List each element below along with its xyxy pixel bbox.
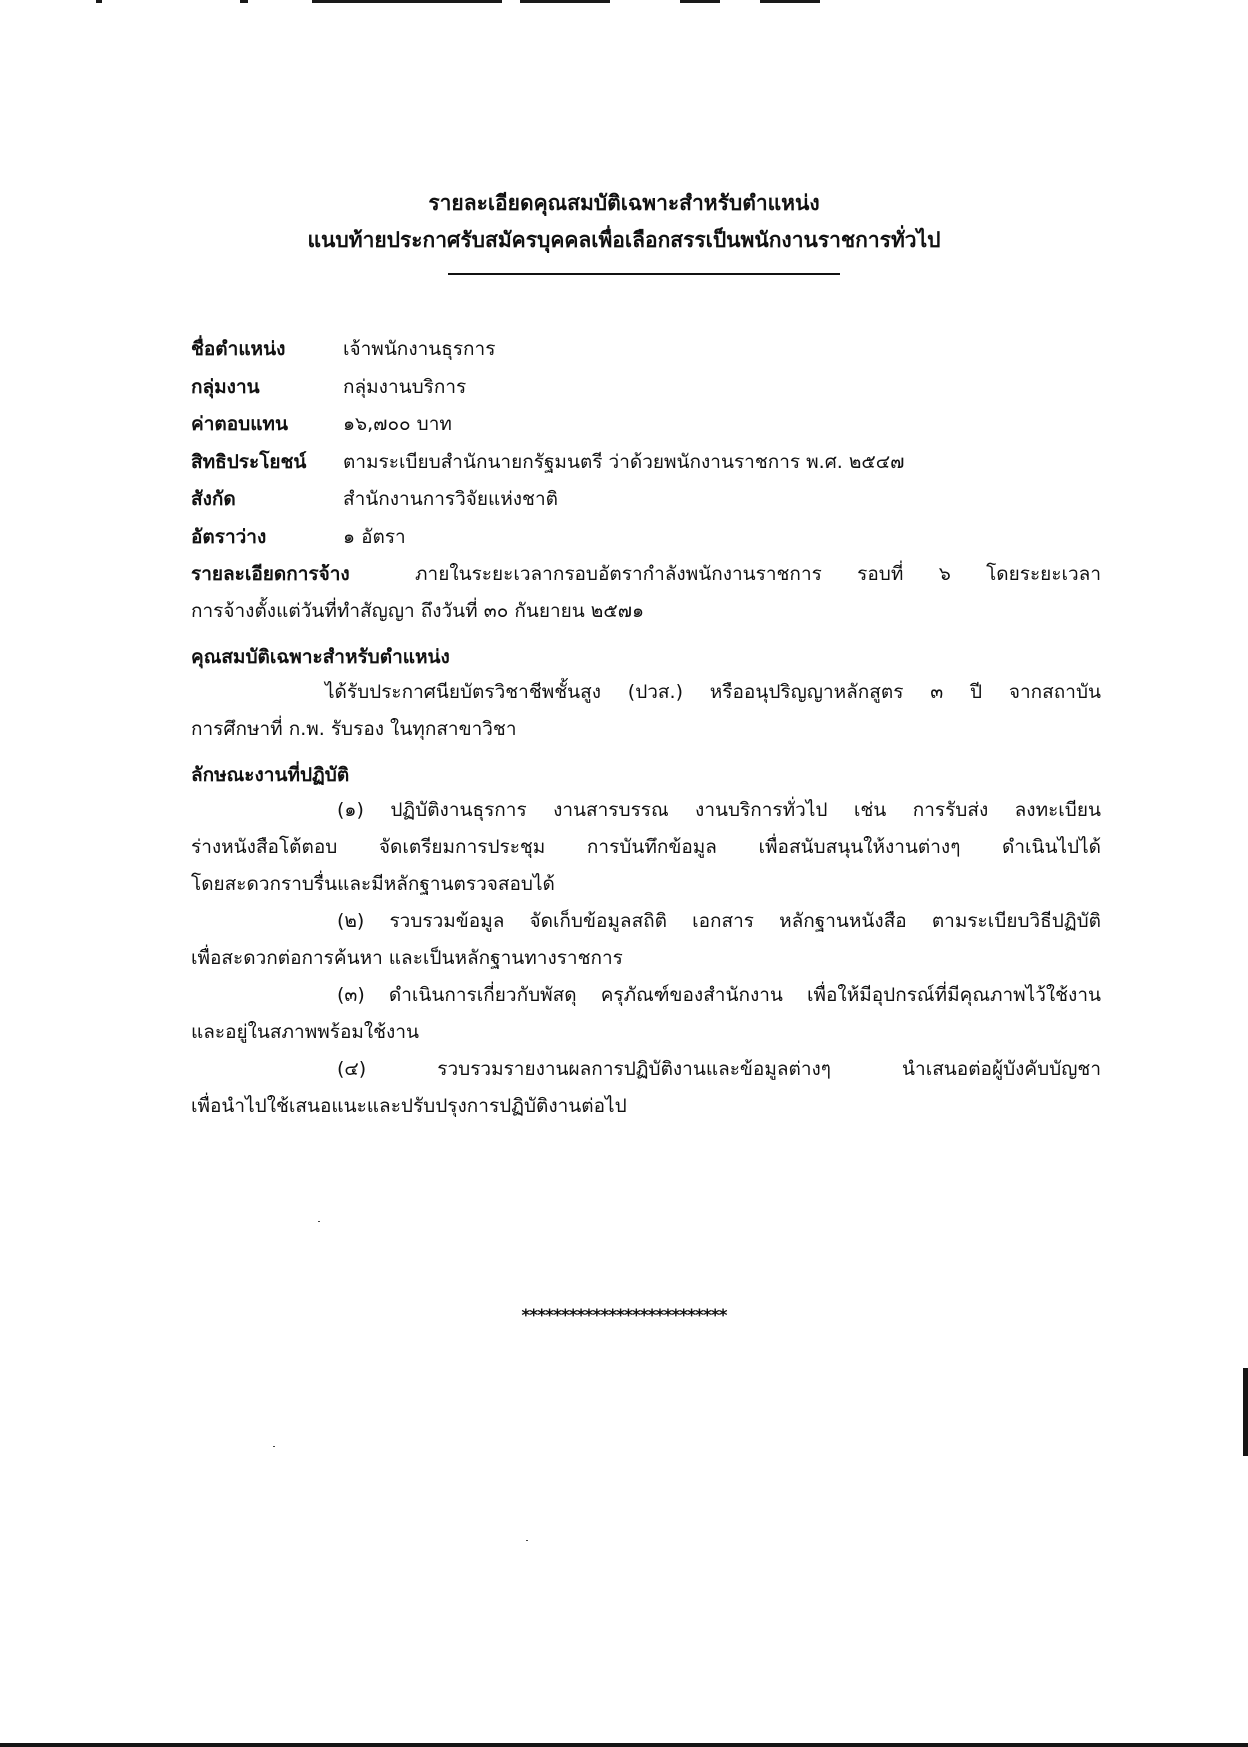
qualification-line-2: การศึกษาที่ ก.พ. รับรอง ในทุกสาขาวิชา [191, 718, 517, 740]
scan-speck [318, 1221, 320, 1222]
scan-artifact-right [1243, 1368, 1248, 1456]
duty-item-3 [191, 980, 1101, 1054]
duty-line: (๑) ปฏิบัติงานธุรการ งานสารบรรณ งานบริการทั่วไป เช่น การรับส่ง ลงทะเบียน [337, 799, 1101, 821]
duty-line: (๒) รวบรวมข้อมูล จัดเก็บข้อมูลสถิติ เอกสาร หลักฐานหนังสือ ตามระเบียบวิธีปฏิบัติ [337, 910, 1101, 932]
scan-artifact-top [0, 0, 1248, 4]
duty-line: โดยสะดวกราบรื่นและมีหลักฐานตรวจสอบได้ [191, 873, 555, 895]
document-subtitle: แนบท้ายประกาศรับสมัครบุคคลเพื่อเลือกสรรเป็นพนักงานราชการทั่วไป [307, 228, 941, 252]
field-label: สังกัด [191, 488, 236, 510]
qualification-line-1: ได้รับประกาศนียบัตรวิชาชีพชั้นสูง (ปวส.) หรืออนุปริญญาหลักสูตร ๓ ปี จากสถาบัน [325, 681, 1101, 703]
duty-line: เพื่อนำไปใช้เสนอแนะและปรับปรุงการปฏิบัติงานต่อไป [191, 1095, 627, 1117]
employment-line-1 [191, 559, 1101, 596]
field-value: เจ้าพนักงานธุรการ [343, 338, 496, 360]
field-label: กลุ่มงาน [191, 375, 260, 398]
field-value: ๑ อัตรา [343, 525, 406, 548]
field-compensation [191, 409, 1101, 447]
duty-line: ร่างหนังสือโต้ตอบ จัดเตรียมการประชุม การบันทึกข้อมูล เพื่อสนับสนุนให้งานต่างๆ ดำเนินไปได้ [191, 836, 1101, 858]
field-affiliation [191, 484, 1101, 522]
field-position [191, 334, 1101, 372]
field-work-group [191, 372, 1101, 410]
field-value: ๑๖,๗๐๐ บาท [343, 413, 452, 435]
duty-item-1 [191, 795, 1101, 906]
employment-label: รายละเอียดการจ้าง [191, 563, 350, 585]
field-value: กลุ่มงานบริการ [343, 375, 467, 398]
duties-heading: ลักษณะงานที่ปฏิบัติ [191, 764, 350, 786]
document-body [191, 334, 1101, 1128]
duty-line: และอยู่ในสภาพพร้อมใช้งาน [191, 1021, 419, 1043]
document-title: รายละเอียดคุณสมบัติเฉพาะสำหรับตำแหน่ง [428, 191, 820, 215]
scan-speck [526, 1540, 528, 1541]
duty-line: (๔) รวบรวมรายงานผลการปฏิบัติงานและข้อมูลต่างๆ นำเสนอต่อผู้บังคับบัญชา [337, 1058, 1101, 1080]
field-label: ค่าตอบแทน [191, 413, 288, 435]
field-label: ชื่อตำแหน่ง [191, 338, 286, 360]
qualification-heading: คุณสมบัติเฉพาะสำหรับตำแหน่ง [191, 646, 450, 668]
employment-line-2: การจ้างตั้งแต่วันที่ทำสัญญา ถึงวันที่ ๓๐ กันยายน ๒๕๗๑ [191, 600, 645, 622]
field-value: ตามระเบียบสำนักนายกรัฐมนตรี ว่าด้วยพนักงานราชการ พ.ศ. ๒๕๔๗ [343, 450, 905, 473]
duty-line: (๓) ดำเนินการเกี่ยวกับพัสดุ ครุภัณฑ์ของสำนักงาน เพื่อให้มีอุปกรณ์ที่มีคุณภาพไว้ใช้งาน [337, 984, 1101, 1006]
title-underline [448, 273, 840, 275]
duty-item-2 [191, 906, 1101, 980]
field-value: สำนักงานการวิจัยแห่งชาติ [343, 488, 558, 510]
field-benefits [191, 447, 1101, 485]
end-of-document-stars: ************************** [521, 1306, 727, 1326]
scan-speck [273, 1446, 275, 1447]
field-label: อัตราว่าง [191, 525, 267, 548]
employment-text: ภายในระยะเวลากรอบอัตรากำลังพนักงานราชการ รอบที่ ๖ โดยระยะเวลา [415, 563, 1101, 585]
field-vacancies [191, 522, 1101, 560]
scan-artifact-bottom [0, 1743, 1248, 1747]
duty-item-4 [191, 1054, 1101, 1128]
duty-line: เพื่อสะดวกต่อการค้นหา และเป็นหลักฐานทางราชการ [191, 947, 623, 969]
field-label: สิทธิประโยชน์ [191, 450, 307, 473]
